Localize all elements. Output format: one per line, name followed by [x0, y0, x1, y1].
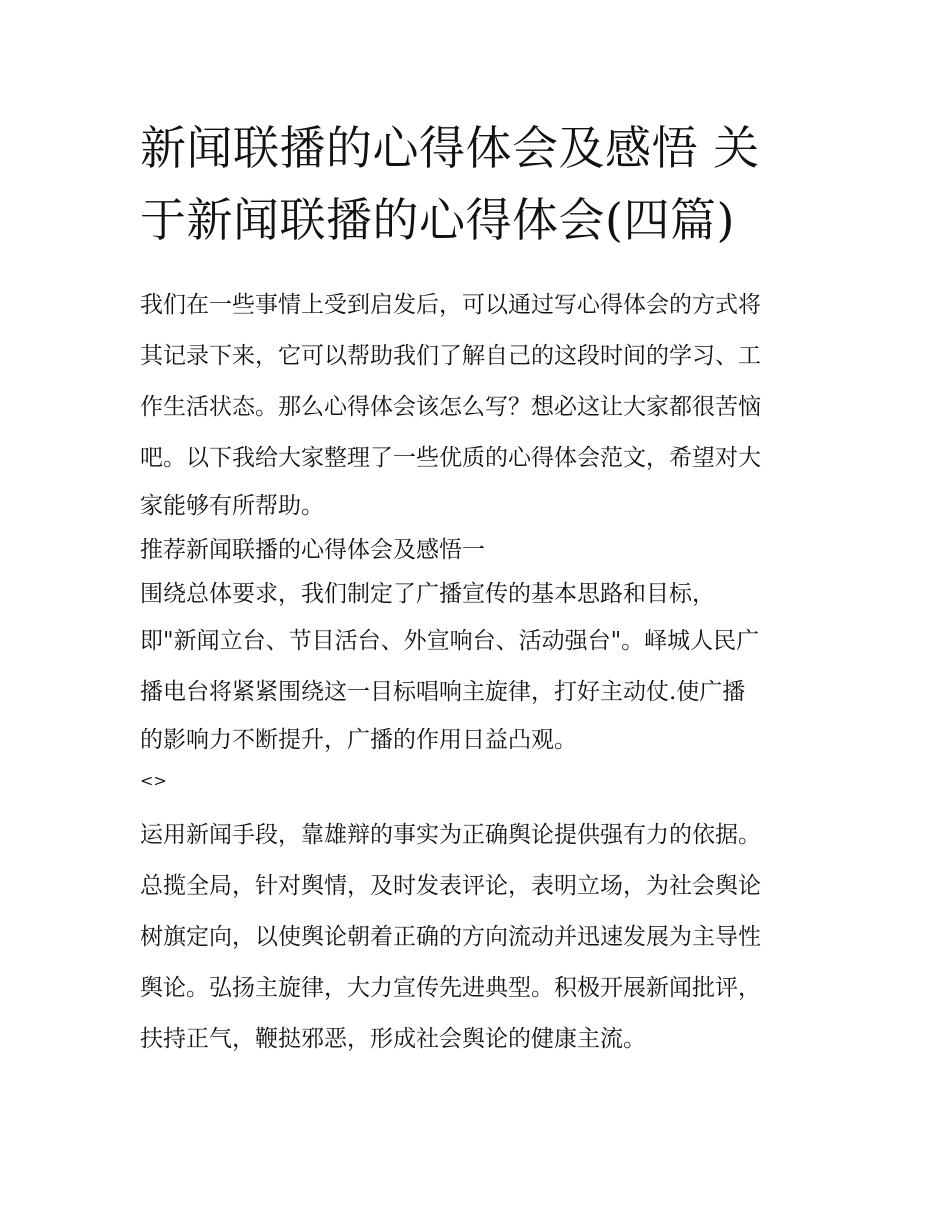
paragraph-line: 运用新闻手段，靠雄辩的事实为正确舆论提供强有力的依据。 [140, 822, 761, 848]
paragraph-line: 树旗定向，以使舆论朝着正确的方向流动并迅速发展为主导性 [140, 924, 761, 950]
document-title [140, 112, 812, 256]
paragraph-line: 总揽全局，针对舆情，及时发表评论，表明立场，为社会舆论 [140, 873, 761, 899]
document-content [140, 112, 812, 1065]
title-line: 于新闻联播的心得体会(四篇) [140, 193, 735, 247]
paragraph-line: 扶持正气，鞭挞邪恶，形成社会舆论的健康主流。 [140, 1026, 646, 1052]
paragraph-line: 围绕总体要求，我们制定了广播宣传的基本思路和目标， [140, 581, 715, 607]
paragraph-two [140, 810, 812, 1065]
intro-line: 其记录下来，它可以帮助我们了解自己的这段时间的学习、工 [140, 343, 761, 369]
section-heading: 推荐新闻联播的心得体会及感悟一 [140, 537, 485, 563]
intro-line: 我们在一些事情上受到启发后，可以通过写心得体会的方式将 [140, 292, 761, 318]
paragraph-line: 播电台将紧紧围绕这一目标唱响主旋律，打好主动仗.使广播 [140, 679, 746, 705]
intro-line: 吧。以下我给大家整理了一些优质的心得体会范文，希望对大 [140, 445, 761, 471]
title-line: 新闻联播的心得体会及感悟 关 [140, 121, 760, 175]
document-body [140, 280, 812, 1065]
intro-line: 家能够有所帮助。 [140, 493, 324, 519]
paragraph-line: 的影响力不断提升，广播的作用日益凸观。 [140, 727, 577, 753]
intro-line: 作生活状态。那么心得体会该怎么写？想必这让大家都很苦恼 [140, 394, 761, 420]
paragraph-line: 即"新闻立台、节目活台、外宣响台、活动强台"。峄城人民广 [140, 628, 760, 654]
paragraph-line: 舆论。弘扬主旋律，大力宣传先进典型。积极开展新闻批评， [140, 975, 761, 1001]
intro-paragraph [140, 280, 812, 528]
paragraph-one [140, 572, 812, 762]
inline-marker: <> [140, 771, 167, 790]
